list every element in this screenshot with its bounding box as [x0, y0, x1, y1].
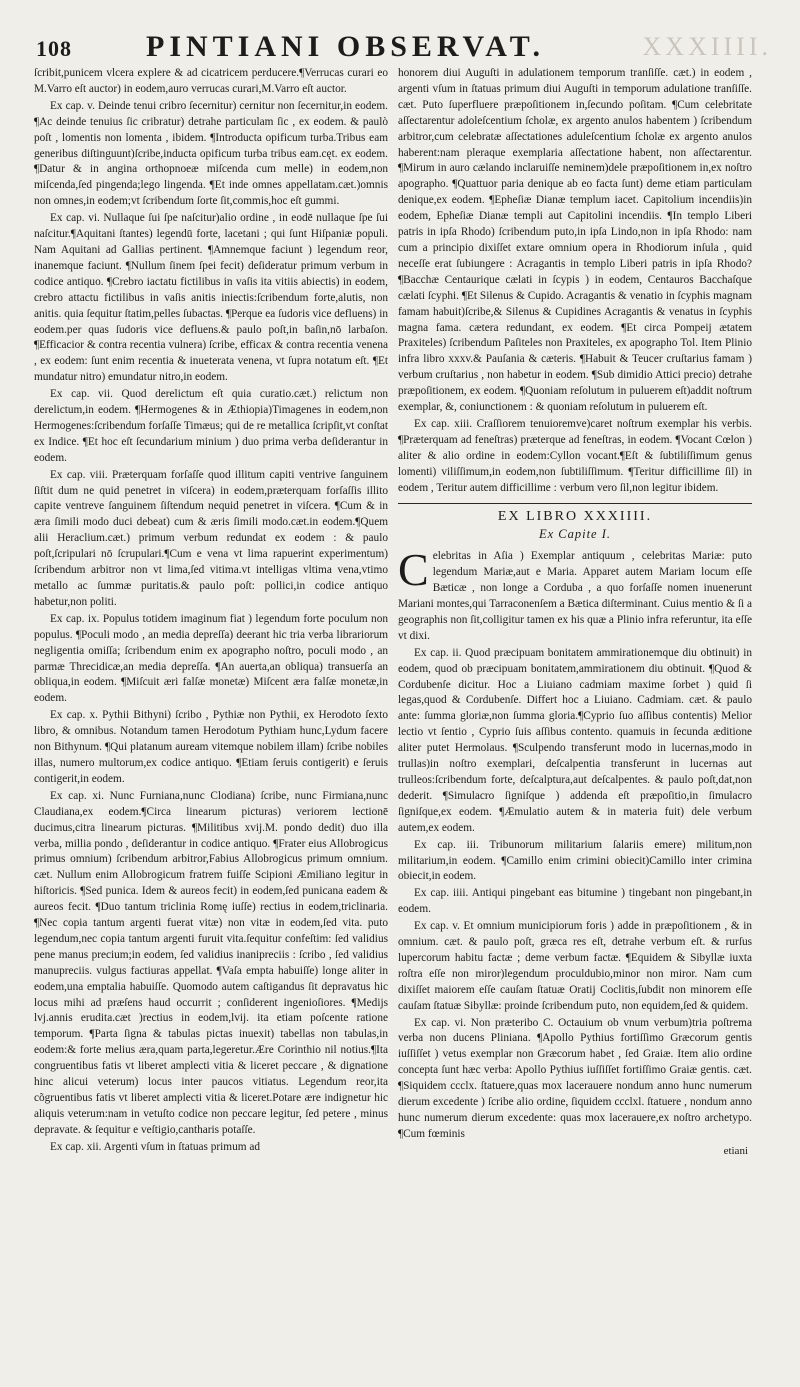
page-header	[28, 30, 772, 64]
paragraph-text: elebritas in Aſia ) Exemplar antiquum , celebritas Mariæ: puto legendum Mariæ,aut e Maria. Apparet autem Mariam locum eſſe Bæticæ , non longe a Corduba , a quo forſaſſe nomen inuenerunt Mariani montes,qui Tarraconenſem a Bætica diſterminant. Cuius mentio & ſi a geographis non ſit,colligitur tamen ex his quæ a Plinio infra referuntur, ita eſſe vt dixi.	[398, 550, 752, 642]
paragraph: Ex cap. x. Pythii Bithyni) ſcribo , Pythiæ non Pythii, ex Herodoto ſexto libro, & omnibus. Notandum tamen Herodotum Pythiam hunc,Lydum facere non Bithynum. ¶Qui platanum auream vitemque nobilem illam) ſcribe nobiles illas, numero multorum,ex codice antiquo. ¶Etiam ſeruis contigerit) e ſeruis contigerit,in eodem.	[34, 709, 388, 785]
paragraph: ſcribit,punicem vlcera explere & ad cicatricem perducere.¶Verrucas curari eo M.Varro eſt auctor) in eodem,auro verrucas curari,M.Varro eſt auctor.	[34, 67, 388, 95]
section-subtitle: Ex Capite I.	[538, 527, 612, 542]
paragraph: Ex cap. iiii. Antiqui pingebant eas bitumine ) tingebant non pingebant,in eodem.	[398, 887, 752, 916]
right-column	[398, 66, 752, 1366]
page-number: 108	[36, 36, 72, 61]
paragraph: Ex cap. xi. Nunc Furniana,nunc Clodiana) ſcribe, nunc Firmiana,nunc Claudiana,ex eodem.¶Circa linearum picturas) veriorem lectionē ducimus,citra linearum picturas. ¶Militibus xvij.M. pondo dedit) duo illa verba, millia pondo , deſiderantur in codice antiquo. ¶Frater eius Allobrogicus primus omnium) ſcribendum arbitror,Fabius Allobrogicus primum omnium. cæt. Nullum enim Allobrogicum fratrem fuiſſe Scipioni Æmiliano legitur in hiſtoricis. ¶Sed punica. Idem & aureos fecit) in eodem,ſed punicana eadem & aureos fecit. ¶Duo tantum triclinia Romę iuſſe) rectius in eodem,triclinaria. ¶Nec copia tantum argenti fuerat vitæ) non vitæ in eodem,ſed vita. puto legendum,nec copia tantum argenti furuit vita.ſequitur confeſtim: ſed validius pene manus precium;in eodem, ſed validius inanipreciis : ſcribo , ſed validius manupreciis. vulgus factiuras appellat. ¶Vaſa empta habuiſſe) longe aliter in eodem,una emptalia habuiſſe. Quomodo autem caſtigandus ſit depravatus hic locus mihi ad præſens haud occurrit ; conſiderent ingenioſiores. ¶Medijs lvj.annis erudita.cæt )rectius in eodem,lvij. ita etiam poſcente ratione temporum. ¶Parta ſigna & tabulas pictas inuexit) tabellas non tabulas,in eodem:& forte melius æra,quam parta,legeretur.Ære Corinthio nil notius.¶Ita congruentibus fatis vt liberet amplecti vitia & liceret peccare , & dignatione hinc alicui veterum) locus inter paucos vitiatus. Legendum reor,ita cõgruentibus fatis vt liberet amplecti vitia & liceret.Potare ære indignetur hic aliquis veterum:nam in vetuſto codice non peccare legitur, ſed petere , minus depravate. & ſequitur e veſtigio,cantharis potaſſe.	[34, 789, 388, 1136]
paragraph: honorem diui Auguſti in adulationem temporum tranſiſſe. cæt.) in eodem , argenti vſum in ſtatuas primum diui Auguſti in temporum adulatione tranſiſſe. cæt. Puto ſuperfluere præpoſitionem in,ſecundo poſitam. ¶Cum celebritate aſſectarentur adoleſcentium ſcholæ, ex argento anulos habentem ) ſcribendum arbitror,cum celebratæ aſſectationes aduleſcentium ſcholæ ex argento anulos haberent:nam pleraque exemplaria aſſectatione habent, non aſſectarentur. ¶Mirum in auro cælando inclaruiſſe neminem)dele præpoſitionem in,ex noſtro apographo. ¶Quattuor paria denique ab eo facta ſunt) deme etiam particulam denique,ex eodem. ¶Epheſiæ Dianæ templum iacet. Capitolium incendiis)in eodem, Epheſiæ Dianæ templi aut Capitolini incendiis. ¶In templo Liberi patris in ipſa Rhodo) ſcribendum puto,in ipſa Lindo,non in ipſa Rhodo: nam cum a principio dixiſſet extare omnium opera in Rhodiorum inſula , quid neceſſe erat ſubiungere : Acragantis in templo Liberi patris in ipſa Rhodo? ¶Bacchæ Centaurique cælati in ſcypis ) in eodem, Centauros Bacchaſque cælati ſcyphi. ¶Et Silenus & Cupido. Acragantis & venatio in ſcyphis magnam famam habuit)ſcribe,& Silenus & Cupidines Acragantis & venatus in ſcyphis magna fama. cætera redundant, ex eodem. ¶Et circa Pompeij ætatem Praxiteles) ſcribendum Paſiteles non Praxiteles, ex apographo Tol. Item Plinio infra libro xxxv.& Pauſania & cæteris. ¶Habuit & Teucer cruſtarius famam ) verbum cruſtarius , non habetur in eodem. ¶Sub dimidio Attici precio) detrahe præpoſitionem, ex eodem. ¶Quoniam reſolutum in puluerem eſt)addit noſtrum exemplar, &, coniunctionem : & quoniam reſolutum in puluerem eſt.	[398, 67, 752, 414]
bleed-through-text: XXXIIII.	[642, 32, 772, 61]
paragraph: Ex cap. xii. Argenti vſum in ſtatuas primum ad	[50, 1140, 261, 1153]
paragraph-first	[398, 544, 752, 644]
left-column	[34, 66, 388, 1366]
paragraph: Ex cap. v. Et omnium municipiorum foris ) adde in præpoſitionem , & in omnium. cæt. & paulo poſt, græca res eſt, detrahe verbum eſt. & rurſus lupercorum habitu factæ ; deme verbum factæ. ¶Equidem & Sibyllæ iuxta roſtra eſſe non miror)legendum proculdubio,minor non miror. Nam cum dixiſſet maiorem eſſe cauſam ſtatuæ Oratij Coclitis,ſubdit non minorem eſſe cauſam ſtatuæ Sibyllæ: proinde ſcribendum puto, non equidem,ſed & quidem.	[398, 920, 752, 1012]
paragraph: Ex cap. xiii. Craſſiorem tenuioremve)caret noſtrum exemplar his verbis. ¶Præterquam ad feneſtras) præterque ad feneſtras, in eodem. ¶Vocant Cœlon ) aliter & alio ordine in eodem:Cyllon vocant.¶Eſt & ſubtiliſſimum genus lomenti) viliſſimum,in eodem,non ſubtiliſſimum. ¶Teritur difficillime ſil) in eodem , Teritur autem difficillime : verbum vero ſil,non legitur ibidem.	[398, 417, 752, 494]
paragraph: Ex cap. iii. Tribunorum militarium ſalariis emere) militum,non militarium,in eodem. ¶Camillo enim crimini obiecit)Camillo inter crimina obiecit,in eodem.	[398, 838, 752, 883]
section-rule	[398, 503, 752, 504]
running-title: PINTIANI OBSERVAT.	[146, 30, 546, 63]
paragraph: Ex cap. ix. Populus totidem imaginum fiat ) legendum forte poculum non populus. ¶Poculi modo , an media depreſſa) deerant hic tria verba librariorum negligentia omiſſa; ſcribendum enim ex apographo noſtro, poculi modo , an parmæ Threcidicæ,an media depreſſa. ¶An auerta,an obliqua) transuerſa an obliqua,in eodem. ¶Miſcuit æri falſæ monetæ) Miſcent æra falſæ monetæ,in eodem.	[34, 612, 388, 705]
paragraph: Ex cap. vii. Quod derelictum eſt quia curatio.cæt.) relictum non derelictum,in eodem. ¶Hermogenes & in Æthiopia)Timagenes in eodem,non Hermogenes:ſcribendum forſaſſe Timæus; qui de re metallica ſcripſit,vt conſtat ex Indice. ¶Et hoc eſt ſecundarium minium ) duo prima verba deſiderantur in eodem.	[34, 388, 388, 464]
paragraph: Ex cap. viii. Præterquam forſaſſe quod illitum capiti ventrive ſanguinem ſiſtit dum ne quid penetret in viſcera) in eodem,præterquam forſaſſis illito capite ventreve ſanguinem ſiſtendum nequid penetret in viſcera. ¶Cum & in æra ſimili modo duci debeat) cum & æris ſimili modo.cæt.in eodem.¶Quem alii Heraclium.cæt.) primum verbum redundat ex eodem : & paulo poſt,ſcripulari nō ſcrupulari.¶Cum e vena vt lima rapuerint experimentum) ſcribendum arbitror non vt lima,ſed vitima.vt intelligas vltima vena,vtimo metallo ac ſummæ puritatis.& paulo poſt: pollici,in codice antiquo habetur,non politi.	[34, 468, 388, 608]
paragraph: Ex cap. vi. Non præteribo C. Octauium ob vnum verbum)tria poſtrema verba non ducens Pliniana. ¶Apollo Pythius fortiſſimo Græcorum gentis iuſſiſſet ) vetus exemplar non Græcorum habet , ſed Graiæ. Item alio ordine concepta ſunt hæc verba: Apollo Pythius iuſſiſſet fortiſſimo Graiæ gentis. cæt. ¶Siquidem ccclx. ſtatuere,quas mox lacerauere nondum anno hunc numerum dierum excedente ) ſcribe alio ordine, ſiquidem ccclxl. ſtatuere , nondum anno hunc numerum dierum excedente: quas mox lacerauere,ex noſtro archetypo. ¶Cum fœminis	[398, 1016, 752, 1140]
paragraph: Ex cap. v. Deinde tenui cribro ſecernitur) cernitur non ſecernitur,in eodem. ¶Ac deinde tenuius ſic cribratur) detrahe particulam ſic , ex eodem. & paulò poſt , lomentis non lomenta , ibidem. ¶Introducta opificum turba.Tribus eam generibus diſtinguunt)ſcribe,inducta opificum turba tribus eam.cęt. ex eodem. ¶Datur & in angina orthopnoeæ miſcenda cum melle) in eodem,non miſcenda,ſed pingenda;lego lingenda. ¶Et inde omnes appellatam.cæt.)omnis non omnes,in eodem;vt ſcribendum ſorte ſit,commis,hoc eſt gummi.	[34, 99, 388, 208]
paragraph: Ex cap. vi. Nullaque ſui ſpe naſcitur)alio ordine , in eodē nullaque ſpe ſui naſcitur.¶Aquitani ſtantes) legendū forte, lacetani ; qui ſunt Hiſpaniæ populi. Nam Aquitani ad Gallias pertinent. ¶Amnemque faciunt ) legendum reor, inanemque faciunt. ¶Nullum ſinem ſpei fecit) deſideratur primum verbum in codice antiquo. ¶Crebro iactatu fictilibus in vaſis ita vitiis abiectis) in eodem, crebro attactu fictilibus in vaſis anitis iniectis:ſcribendum forte,alutis, non anitis. quia ſequitur ſtatim,pelles ſubactas. ¶Perque ea ſudoris vice defluens) in eodem.per quas ſudoris vice defluens.& paulo poſt,in baſin,nō larbaſon. ¶Efficacior & contra recentia vulnera) ſcribe, efficax & contra recentia venena , ex eodem: ſunt enim recentia & inueterata venena, vt ſupra notatum eſt. ¶Et mundatur nitro) emundatur nitro,in eodem.	[34, 212, 388, 384]
drop-cap: C	[398, 544, 429, 596]
catchword: etiani	[723, 1144, 748, 1157]
section-title: EX LIBRO XXXIIII.	[497, 509, 653, 525]
paragraph: Ex cap. ii. Quod præcipuam bonitatem ammirationemque diu obtinuit) in eodem, quod ob præcipuam bonitatem,ammirationem diu obtinuit. ¶Quod & Cordubenſe dicitur. Hoc a Liuiano cadmiam maxime ſorbet ) quid ſi legas,quod & Cordubenſe. Differt hoc a Liuiano. Cadmiam. cæt. & paulo ante: ſumma gloriæ,non ſumma gloria.¶Cyprio ſuo aſſibus contentis) Melior lectio vt ſentio , Cyprio ſuis aſſibus contento. quamuis in ſecunda æditione aliter putet Hermolaus. ¶Sculpendo transferunt modo in lucernas,modo in trullas)in noſtro exemplari, deſcalpentia transferunt in lucernas aut trulleos:ſcribendum forte, deſcalptura,aut deſcalpentes. & paulo poſt,dat,non dederit. ¶Simulacro ſigniſque ) addenda eſt præpoſitio,in ſimulacro ſigniſque,ex eodem. ¶Æmulatio autem & in materia fuit) dele verbum autem,ex eodem.	[398, 646, 752, 834]
